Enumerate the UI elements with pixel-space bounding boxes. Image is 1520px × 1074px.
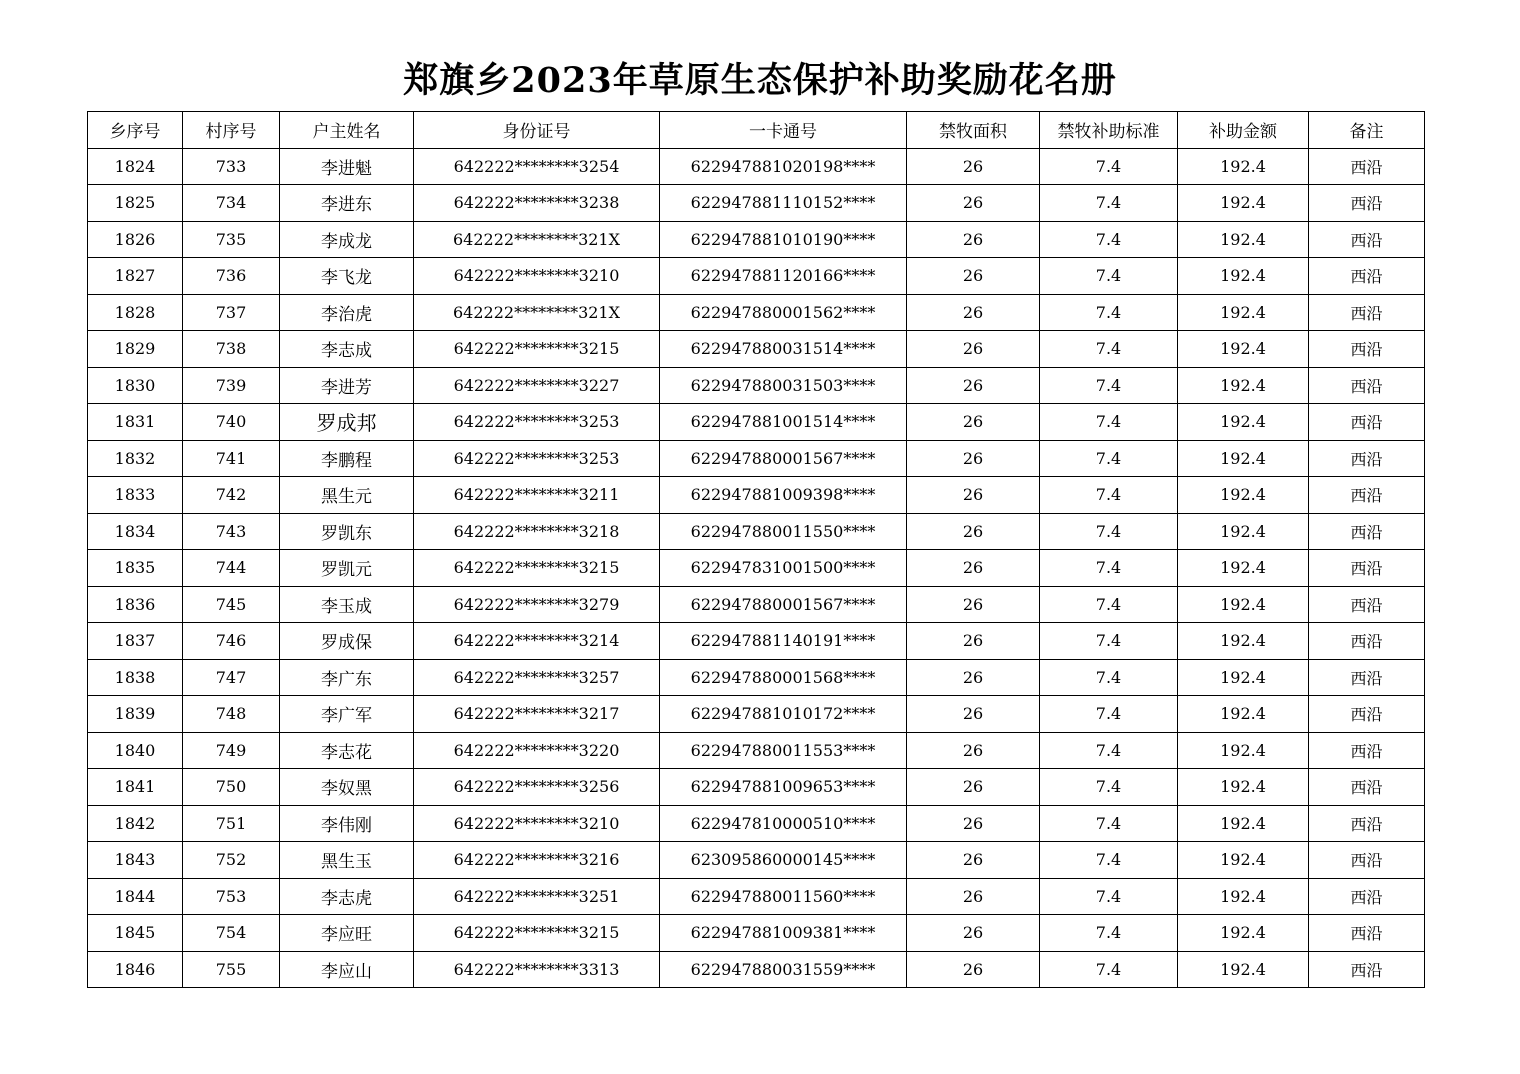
- remarks-cell: 西沿: [1309, 148, 1425, 185]
- subsidy-standard-cell: 7.4: [1040, 477, 1178, 514]
- village-seq-cell: 736: [183, 258, 280, 295]
- card-number-cell: 622947880001567****: [660, 440, 907, 477]
- grazing-ban-area-cell: 26: [907, 659, 1040, 696]
- remarks-cell: 西沿: [1309, 623, 1425, 660]
- grazing-ban-area-cell: 26: [907, 769, 1040, 806]
- id-number-cell: 642222********3227: [414, 367, 660, 404]
- householder-name-cell: 罗凯元: [280, 550, 414, 587]
- table-row: [88, 294, 1425, 331]
- subsidy-amount-cell: 192.4: [1178, 842, 1309, 879]
- grazing-ban-area-cell: 26: [907, 696, 1040, 733]
- subsidy-standard-cell: 7.4: [1040, 659, 1178, 696]
- card-number-cell: 622947831001500****: [660, 550, 907, 587]
- village-seq-cell: 750: [183, 769, 280, 806]
- subsidy-amount-cell: 192.4: [1178, 586, 1309, 623]
- grazing-ban-area-cell: 26: [907, 185, 1040, 222]
- householder-name-cell: 李志花: [280, 732, 414, 769]
- householder-name-cell: 李飞龙: [280, 258, 414, 295]
- grazing-ban-area-cell: 26: [907, 294, 1040, 331]
- village-seq-cell: 752: [183, 842, 280, 879]
- remarks-cell: 西沿: [1309, 221, 1425, 258]
- column-header-remarks: 备注: [1309, 112, 1425, 149]
- town-seq-cell: 1836: [88, 586, 183, 623]
- table-row: [88, 440, 1425, 477]
- grazing-ban-area-cell: 26: [907, 440, 1040, 477]
- table-row: [88, 623, 1425, 660]
- subsidy-standard-cell: 7.4: [1040, 440, 1178, 477]
- table-row: [88, 258, 1425, 295]
- table-row: [88, 367, 1425, 404]
- householder-name-cell: 李广东: [280, 659, 414, 696]
- card-number-cell: 622947881140191****: [660, 623, 907, 660]
- subsidy-standard-cell: 7.4: [1040, 805, 1178, 842]
- subsidy-amount-cell: 192.4: [1178, 294, 1309, 331]
- id-number-cell: 642222********3256: [414, 769, 660, 806]
- id-number-cell: 642222********3217: [414, 696, 660, 733]
- householder-name-cell: 李应旺: [280, 915, 414, 952]
- remarks-cell: 西沿: [1309, 659, 1425, 696]
- village-seq-cell: 754: [183, 915, 280, 952]
- id-number-cell: 642222********3210: [414, 258, 660, 295]
- card-number-cell: 622947810000510****: [660, 805, 907, 842]
- subsidy-amount-cell: 192.4: [1178, 951, 1309, 988]
- town-seq-cell: 1824: [88, 148, 183, 185]
- town-seq-cell: 1842: [88, 805, 183, 842]
- table-row: [88, 586, 1425, 623]
- village-seq-cell: 748: [183, 696, 280, 733]
- table-row: [88, 221, 1425, 258]
- town-seq-cell: 1840: [88, 732, 183, 769]
- subsidy-standard-cell: 7.4: [1040, 550, 1178, 587]
- remarks-cell: 西沿: [1309, 513, 1425, 550]
- town-seq-cell: 1839: [88, 696, 183, 733]
- id-number-cell: 642222********3251: [414, 878, 660, 915]
- village-seq-cell: 737: [183, 294, 280, 331]
- town-seq-cell: 1833: [88, 477, 183, 514]
- table-row: [88, 842, 1425, 879]
- subsidy-amount-cell: 192.4: [1178, 404, 1309, 441]
- subsidy-standard-cell: 7.4: [1040, 331, 1178, 368]
- subsidy-amount-cell: 192.4: [1178, 915, 1309, 952]
- village-seq-cell: 746: [183, 623, 280, 660]
- grazing-ban-area-cell: 26: [907, 477, 1040, 514]
- card-number-cell: 622947881009653****: [660, 769, 907, 806]
- remarks-cell: 西沿: [1309, 294, 1425, 331]
- card-number-cell: 622947880031514****: [660, 331, 907, 368]
- subsidy-standard-cell: 7.4: [1040, 696, 1178, 733]
- village-seq-cell: 755: [183, 951, 280, 988]
- card-number-cell: 622947880001568****: [660, 659, 907, 696]
- remarks-cell: 西沿: [1309, 185, 1425, 222]
- subsidy-roster-table: [87, 111, 1425, 988]
- town-seq-cell: 1837: [88, 623, 183, 660]
- card-number-cell: 622947881009381****: [660, 915, 907, 952]
- grazing-ban-area-cell: 26: [907, 258, 1040, 295]
- grazing-ban-area-cell: 26: [907, 732, 1040, 769]
- table-row: [88, 331, 1425, 368]
- grazing-ban-area-cell: 26: [907, 221, 1040, 258]
- subsidy-amount-cell: 192.4: [1178, 623, 1309, 660]
- householder-name-cell: 李伟刚: [280, 805, 414, 842]
- table-row: [88, 769, 1425, 806]
- subsidy-standard-cell: 7.4: [1040, 294, 1178, 331]
- table-row: [88, 513, 1425, 550]
- village-seq-cell: 744: [183, 550, 280, 587]
- subsidy-amount-cell: 192.4: [1178, 732, 1309, 769]
- id-number-cell: 642222********3215: [414, 915, 660, 952]
- village-seq-cell: 738: [183, 331, 280, 368]
- grazing-ban-area-cell: 26: [907, 805, 1040, 842]
- town-seq-cell: 1844: [88, 878, 183, 915]
- town-seq-cell: 1826: [88, 221, 183, 258]
- town-seq-cell: 1828: [88, 294, 183, 331]
- village-seq-cell: 735: [183, 221, 280, 258]
- table-row: [88, 659, 1425, 696]
- id-number-cell: 642222********3238: [414, 185, 660, 222]
- subsidy-standard-cell: 7.4: [1040, 732, 1178, 769]
- town-seq-cell: 1829: [88, 331, 183, 368]
- id-number-cell: 642222********3214: [414, 623, 660, 660]
- subsidy-standard-cell: 7.4: [1040, 404, 1178, 441]
- remarks-cell: 西沿: [1309, 732, 1425, 769]
- village-seq-cell: 745: [183, 586, 280, 623]
- id-number-cell: 642222********3313: [414, 951, 660, 988]
- subsidy-amount-cell: 192.4: [1178, 477, 1309, 514]
- subsidy-amount-cell: 192.4: [1178, 331, 1309, 368]
- grazing-ban-area-cell: 26: [907, 951, 1040, 988]
- subsidy-amount-cell: 192.4: [1178, 185, 1309, 222]
- householder-name-cell: 黑生玉: [280, 842, 414, 879]
- village-seq-cell: 742: [183, 477, 280, 514]
- subsidy-amount-cell: 192.4: [1178, 258, 1309, 295]
- village-seq-cell: 749: [183, 732, 280, 769]
- subsidy-amount-cell: 192.4: [1178, 440, 1309, 477]
- id-number-cell: 642222********3211: [414, 477, 660, 514]
- id-number-cell: 642222********321X: [414, 294, 660, 331]
- column-header-town-seq: 乡序号: [88, 112, 183, 149]
- subsidy-amount-cell: 192.4: [1178, 696, 1309, 733]
- householder-name-cell: 李志虎: [280, 878, 414, 915]
- grazing-ban-area-cell: 26: [907, 878, 1040, 915]
- town-seq-cell: 1831: [88, 404, 183, 441]
- village-seq-cell: 747: [183, 659, 280, 696]
- card-number-cell: 622947881120166****: [660, 258, 907, 295]
- subsidy-amount-cell: 192.4: [1178, 805, 1309, 842]
- remarks-cell: 西沿: [1309, 951, 1425, 988]
- remarks-cell: 西沿: [1309, 696, 1425, 733]
- subsidy-amount-cell: 192.4: [1178, 550, 1309, 587]
- table-row: [88, 951, 1425, 988]
- village-seq-cell: 734: [183, 185, 280, 222]
- subsidy-standard-cell: 7.4: [1040, 367, 1178, 404]
- table-row: [88, 550, 1425, 587]
- card-number-cell: 622947880001567****: [660, 586, 907, 623]
- id-number-cell: 642222********3210: [414, 805, 660, 842]
- page-title: 郑旗乡2023年草原生态保护补助奖励花名册: [403, 60, 1117, 101]
- id-number-cell: 642222********3218: [414, 513, 660, 550]
- grazing-ban-area-cell: 26: [907, 550, 1040, 587]
- id-number-cell: 642222********3279: [414, 586, 660, 623]
- town-seq-cell: 1827: [88, 258, 183, 295]
- grazing-ban-area-cell: 26: [907, 148, 1040, 185]
- table-row: [88, 404, 1425, 441]
- id-number-cell: 642222********3215: [414, 331, 660, 368]
- town-seq-cell: 1843: [88, 842, 183, 879]
- table-row: [88, 732, 1425, 769]
- remarks-cell: 西沿: [1309, 878, 1425, 915]
- village-seq-cell: 740: [183, 404, 280, 441]
- grazing-ban-area-cell: 26: [907, 367, 1040, 404]
- remarks-cell: 西沿: [1309, 769, 1425, 806]
- grazing-ban-area-cell: 26: [907, 513, 1040, 550]
- id-number-cell: 642222********3215: [414, 550, 660, 587]
- table-header-row: [88, 112, 1425, 149]
- village-seq-cell: 741: [183, 440, 280, 477]
- card-number-cell: 622947880031559****: [660, 951, 907, 988]
- town-seq-cell: 1832: [88, 440, 183, 477]
- id-number-cell: 642222********3216: [414, 842, 660, 879]
- card-number-cell: 622947881009398****: [660, 477, 907, 514]
- householder-name-cell: 李鹏程: [280, 440, 414, 477]
- grazing-ban-area-cell: 26: [907, 586, 1040, 623]
- householder-name-cell: 李奴黑: [280, 769, 414, 806]
- id-number-cell: 642222********3220: [414, 732, 660, 769]
- table-row: [88, 185, 1425, 222]
- householder-name-cell: 李玉成: [280, 586, 414, 623]
- remarks-cell: 西沿: [1309, 477, 1425, 514]
- grazing-ban-area-cell: 26: [907, 331, 1040, 368]
- card-number-cell: 622947880031503****: [660, 367, 907, 404]
- column-header-id-number: 身份证号: [414, 112, 660, 149]
- town-seq-cell: 1841: [88, 769, 183, 806]
- village-seq-cell: 743: [183, 513, 280, 550]
- village-seq-cell: 751: [183, 805, 280, 842]
- remarks-cell: 西沿: [1309, 331, 1425, 368]
- village-seq-cell: 753: [183, 878, 280, 915]
- card-number-cell: 622947881010190****: [660, 221, 907, 258]
- table-row: [88, 477, 1425, 514]
- subsidy-standard-cell: 7.4: [1040, 513, 1178, 550]
- householder-name-cell: 李广军: [280, 696, 414, 733]
- village-seq-cell: 733: [183, 148, 280, 185]
- card-number-cell: 623095860000145****: [660, 842, 907, 879]
- column-header-grazing-ban-area: 禁牧面积: [907, 112, 1040, 149]
- id-number-cell: 642222********3257: [414, 659, 660, 696]
- card-number-cell: 622947881001514****: [660, 404, 907, 441]
- column-header-subsidy-amount: 补助金额: [1178, 112, 1309, 149]
- remarks-cell: 西沿: [1309, 404, 1425, 441]
- householder-name-cell: 黑生元: [280, 477, 414, 514]
- town-seq-cell: 1838: [88, 659, 183, 696]
- town-seq-cell: 1830: [88, 367, 183, 404]
- id-number-cell: 642222********321X: [414, 221, 660, 258]
- subsidy-standard-cell: 7.4: [1040, 148, 1178, 185]
- householder-name-cell: 李志成: [280, 331, 414, 368]
- table-row: [88, 878, 1425, 915]
- householder-name-cell: 罗凯东: [280, 513, 414, 550]
- subsidy-standard-cell: 7.4: [1040, 915, 1178, 952]
- householder-name-cell: 李治虎: [280, 294, 414, 331]
- householder-name-cell: 李成龙: [280, 221, 414, 258]
- town-seq-cell: 1825: [88, 185, 183, 222]
- card-number-cell: 622947880011553****: [660, 732, 907, 769]
- town-seq-cell: 1845: [88, 915, 183, 952]
- remarks-cell: 西沿: [1309, 842, 1425, 879]
- subsidy-standard-cell: 7.4: [1040, 258, 1178, 295]
- subsidy-standard-cell: 7.4: [1040, 221, 1178, 258]
- householder-name-cell: 李进芳: [280, 367, 414, 404]
- householder-name-cell: 李应山: [280, 951, 414, 988]
- town-seq-cell: 1834: [88, 513, 183, 550]
- table-row: [88, 696, 1425, 733]
- card-number-cell: 622947880001562****: [660, 294, 907, 331]
- subsidy-standard-cell: 7.4: [1040, 185, 1178, 222]
- card-number-cell: 622947881020198****: [660, 148, 907, 185]
- table-row: [88, 915, 1425, 952]
- id-number-cell: 642222********3254: [414, 148, 660, 185]
- remarks-cell: 西沿: [1309, 258, 1425, 295]
- id-number-cell: 642222********3253: [414, 404, 660, 441]
- subsidy-standard-cell: 7.4: [1040, 842, 1178, 879]
- card-number-cell: 622947880011550****: [660, 513, 907, 550]
- table-body: [88, 148, 1425, 988]
- card-number-cell: 622947881110152****: [660, 185, 907, 222]
- grazing-ban-area-cell: 26: [907, 404, 1040, 441]
- subsidy-standard-cell: 7.4: [1040, 623, 1178, 660]
- householder-name-cell: 李进魁: [280, 148, 414, 185]
- householder-name-cell: 罗成邦: [280, 404, 414, 441]
- subsidy-standard-cell: 7.4: [1040, 951, 1178, 988]
- subsidy-amount-cell: 192.4: [1178, 148, 1309, 185]
- column-header-subsidy-standard: 禁牧补助标准: [1040, 112, 1178, 149]
- subsidy-amount-cell: 192.4: [1178, 367, 1309, 404]
- remarks-cell: 西沿: [1309, 915, 1425, 952]
- subsidy-standard-cell: 7.4: [1040, 769, 1178, 806]
- table-row: [88, 148, 1425, 185]
- grazing-ban-area-cell: 26: [907, 915, 1040, 952]
- town-seq-cell: 1835: [88, 550, 183, 587]
- card-number-cell: 622947881010172****: [660, 696, 907, 733]
- subsidy-standard-cell: 7.4: [1040, 586, 1178, 623]
- village-seq-cell: 739: [183, 367, 280, 404]
- table-row: [88, 805, 1425, 842]
- householder-name-cell: 李进东: [280, 185, 414, 222]
- remarks-cell: 西沿: [1309, 550, 1425, 587]
- town-seq-cell: 1846: [88, 951, 183, 988]
- subsidy-standard-cell: 7.4: [1040, 878, 1178, 915]
- subsidy-amount-cell: 192.4: [1178, 878, 1309, 915]
- subsidy-amount-cell: 192.4: [1178, 769, 1309, 806]
- remarks-cell: 西沿: [1309, 440, 1425, 477]
- remarks-cell: 西沿: [1309, 367, 1425, 404]
- column-header-householder-name: 户主姓名: [280, 112, 414, 149]
- id-number-cell: 642222********3253: [414, 440, 660, 477]
- card-number-cell: 622947880011560****: [660, 878, 907, 915]
- column-header-village-seq: 村序号: [183, 112, 280, 149]
- grazing-ban-area-cell: 26: [907, 842, 1040, 879]
- remarks-cell: 西沿: [1309, 586, 1425, 623]
- subsidy-amount-cell: 192.4: [1178, 513, 1309, 550]
- column-header-card-number: 一卡通号: [660, 112, 907, 149]
- subsidy-amount-cell: 192.4: [1178, 659, 1309, 696]
- householder-name-cell: 罗成保: [280, 623, 414, 660]
- subsidy-amount-cell: 192.4: [1178, 221, 1309, 258]
- grazing-ban-area-cell: 26: [907, 623, 1040, 660]
- remarks-cell: 西沿: [1309, 805, 1425, 842]
